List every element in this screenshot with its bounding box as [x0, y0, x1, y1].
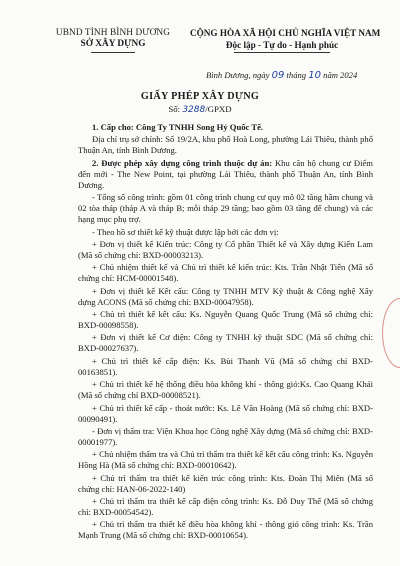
power-design-lead: + Chủ trì thiết kế cấp điện: Ks. Bùi Thanh Vũ (Mã số chứng chỉ BXD-00163851). [78, 355, 373, 377]
structure-design-lead: + Chủ trì thiết kế kết cấu: Ks. Nguyễn Quang Quốc Trung (Mã số chứng chỉ: BXD-00098558). [78, 309, 373, 331]
permit-body [78, 122, 373, 543]
agency-department: SỞ XÂY DỰNG [80, 39, 146, 49]
seal-stamp [382, 298, 400, 368]
national-motto: Độc lập - Tự do - Hạnh phúc [225, 40, 339, 50]
power-review-lead: + Chủ trì thẩm tra thiết kế cấp điện công trình: Ks. Đỗ Duy Thế (Mã số chứng chỉ: BXD-00054542). [78, 496, 373, 518]
document-title: GIẤY PHÉP XÂY DỰNG [140, 91, 260, 102]
number-label: Số: [168, 104, 181, 114]
date-day: 09 [271, 70, 285, 81]
number-value: 3288 [182, 105, 206, 115]
architecture-design-lead: + Chủ nhiệm thiết kế và Chủ trì thiết kế kiến trúc: Kts. Trần Nhật Tiến (Mã số chứng chỉ: HCM-00001548). [78, 262, 373, 284]
national-header [190, 28, 381, 53]
structure-review-lead: + Chủ nhiệm thẩm tra và Chủ trì thẩm tra thiết kế kết cấu công trình: Ks. Nguyễn Hồng Hà (Mã số chứng chỉ: BXD-00010642). [78, 449, 373, 471]
mep-design-unit: + Đơn vị thiết kế Cơ điện: Công ty TNHH kỹ thuật SDC (Mã số chứng chỉ: BXD-00027637). [78, 332, 373, 354]
section-2-heading: 2. Được phép xây dựng công trình thuộc dự án: [92, 157, 273, 168]
project-scale: - Tổng số công trình: gồm 01 công trình chung cư quy mô 02 tầng hầm chung và 02 tòa tháp (tháp A và tháp B; mỗi tháp 29 tầng; bao gồm 03 tầng đế chung) và các hạng mục phụ trợ. [78, 192, 373, 225]
design-units-intro: - Theo hồ sơ thiết kế kỹ thuật được lập bởi các đơn vị: [92, 226, 279, 237]
agency-province: UBND TỈNH BÌNH DƯƠNG [55, 28, 171, 38]
section-1-address: Địa chỉ trụ sở chính: Số 19/2A, khu phố Hoà Long, phường Lái Thiêu, thành phố Thuận An, tỉnh Bình Dương. [78, 134, 373, 156]
section-1-heading: 1. Cấp cho: Công Ty TNHH Song Hỷ Quốc Tế. [92, 122, 264, 132]
plumbing-design-lead: + Chủ trì thiết kế cấp - thoát nước: Ks. Lê Văn Hoàng (Mã số chứng chỉ: BXD-00090491). [78, 402, 373, 424]
agency-underline [91, 52, 135, 53]
hvac-design-lead: + Chủ trì thiết kế hệ thống điều hòa không khí - thông gió:Ks. Cao Quang Khải (Mã số chứng chỉ BXD-00008521). [78, 379, 373, 401]
date-month-label: tháng [286, 70, 307, 80]
date-month: 10 [308, 70, 321, 81]
hvac-review-lead: + Chủ trì thẩm tra thiết kế điều hòa không khí - thông gió công trình: Ks. Trần Mạnh Trung (Mã số chứng chỉ: BXD-00010654). [78, 519, 373, 541]
number-suffix: /GPXD [205, 104, 232, 114]
motto-underline [234, 52, 330, 53]
structure-design-unit: + Đơn vị thiết kế Kết cấu: Công ty TNHH MTV Kỹ thuật & Công nghệ Xây dựng ACONS (Mã số chứng chỉ: BXD-00047958). [78, 285, 373, 307]
section-2 [78, 158, 373, 191]
architecture-design-unit: + Đơn vị thiết kế Kiến trúc: Công ty Cổ phần Thiết kế và Xây dựng Kiến Lam (Mã số chứng chỉ: BXD-00003213). [78, 238, 373, 260]
permit-number [0, 104, 400, 115]
date-prefix: Bình Dương, ngày [206, 70, 270, 80]
architecture-review-lead: + Chủ trì thẩm tra thiết kế kiến trúc công trình: Kts. Đoàn Thị Miên (Mã số chứng chỉ: HAN-06-2022-140) [78, 472, 373, 494]
issuing-agency [48, 28, 178, 53]
national-title: CỘNG HÒA XÃ HỘI CHỦ NGHĨA VIỆT NAM [190, 28, 381, 38]
review-unit: - Đơn vị thẩm tra: Viện Khoa học Công nghệ Xây dựng (Mã số chứng chỉ: BXD-00001977). [78, 425, 373, 447]
date-year: năm 2024 [323, 70, 358, 80]
section-2-project: Khu căn hộ chung cư Điểm đến mới - The New Point, tại phường Lái Thiêu, thành phố Thuận An, tỉnh Bình Dương. [78, 157, 373, 190]
issue-date [206, 70, 357, 81]
